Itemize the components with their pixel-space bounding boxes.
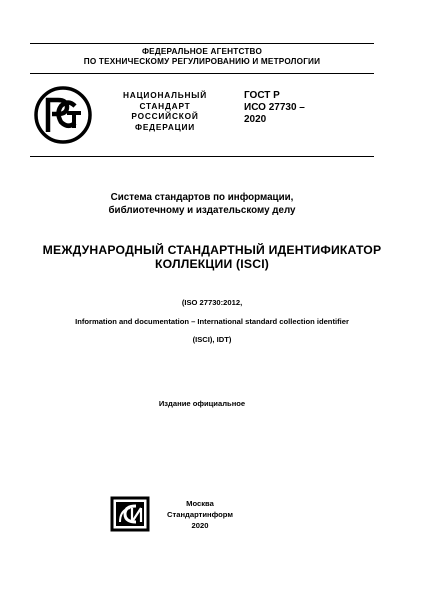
system-line-1: Система стандартов по информации,	[110, 192, 294, 203]
reference-line-1: (ISO 27730:2012,	[181, 298, 243, 307]
standards-system	[30, 192, 374, 217]
bottom-rule	[30, 156, 374, 157]
national-standard-line-1: НАЦИОНАЛЬНЫЙ	[122, 90, 207, 100]
designation-line-2: ИСО 27730 –	[244, 102, 305, 113]
agency-line-2: ПО ТЕХНИЧЕСКОМУ РЕГУЛИРОВАНИЮ И МЕТРОЛОГИИ	[83, 57, 321, 66]
header-divider	[30, 73, 374, 74]
imprint-year: 2020	[191, 521, 209, 530]
title-line-1: МЕЖДУНАРОДНЫЙ СТАНДАРТНЫЙ ИДЕНТИФИКАТОР	[42, 243, 382, 257]
imprint	[150, 498, 250, 531]
imprint-city: Москва	[186, 499, 214, 508]
title-line-2: КОЛЛЕКЦИИ (ISCI)	[154, 257, 270, 271]
designation-line-3: 2020	[244, 114, 267, 125]
reference-line-3: (ISCI), IDT)	[192, 335, 232, 344]
designation-line-1: ГОСТ Р	[244, 90, 280, 101]
edition-label: Издание официальное	[158, 399, 246, 408]
iso-reference	[20, 294, 404, 350]
top-rule	[30, 43, 374, 44]
rst-certification-mark-icon	[34, 86, 92, 144]
document-title	[20, 243, 404, 271]
agency-line-1: ФЕДЕРАЛЬНОЕ АГЕНТСТВО	[141, 47, 263, 56]
national-standard-line-4: ФЕДЕРАЦИИ	[134, 121, 196, 132]
national-standard-line-3: РОССИЙСКОЙ	[131, 111, 199, 121]
national-standard-label	[110, 90, 220, 132]
imprint-publisher: Стандартинформ	[167, 510, 233, 519]
standard-designation	[244, 90, 305, 126]
system-line-2: библиотечному и издательскому делу	[108, 204, 296, 216]
reference-line-2: Information and documentation – International standard collection identifier	[75, 316, 349, 326]
national-standard-line-2: СТАНДАРТ	[139, 100, 191, 111]
standartinform-logo-icon	[110, 496, 150, 532]
agency-name	[30, 47, 374, 67]
